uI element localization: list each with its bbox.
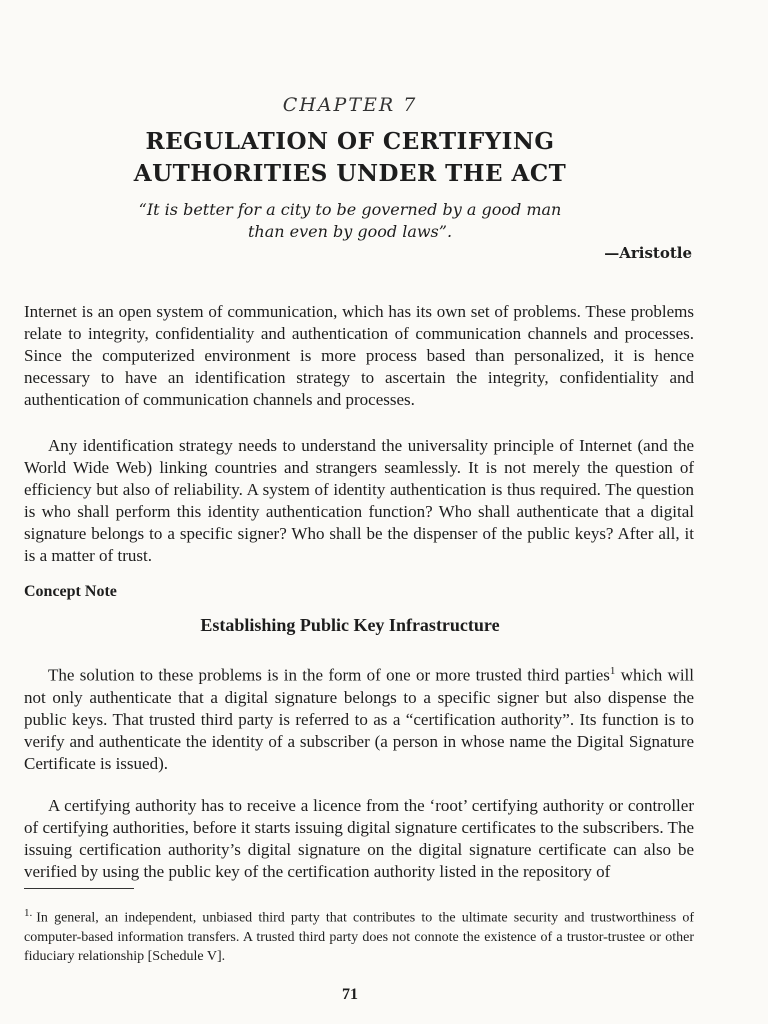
epigraph-line-1: “It is better for a city to be governed by a good man xyxy=(138,200,562,219)
paragraph-internet-problems: Internet is an open system of communication, which has its own set of problems. These problems relate to integrity, confidentiality and authentication of communication channels and processes. Since the computerized environment is more process based than personalized, it is hence necessary to have an identification strategy to ascertain the integrity, confidentiality and authentication of communication channels and processes. xyxy=(24,302,694,409)
paragraph-identification-strategy: Any identification strategy needs to understand the universality principle of Internet (and the World Wide Web) linking countries and strangers seamlessly. It is not merely the question of efficiency but also of reliability. A system of identity authentication is thus required. The question is who shall perform this identity authentication function? Who shall authenticate that a digital signature belongs to a specific signer? Who shall be the dispenser of the public keys? After all, it is a matter of trust. xyxy=(24,436,694,565)
section-heading: Establishing Public Key Infrastructure xyxy=(200,615,500,635)
epigraph-attribution: —Aristotle xyxy=(604,244,692,262)
chapter-title-line-1: REGULATION OF CERTIFYING xyxy=(145,128,555,155)
footnote-text: In general, an independent, unbiased third party that contributes to the ultimate security and trustworthiness of computer-based information transfers. A trusted third party does not connote the existence of a trustor-trustee or other fiduciary relationship [Schedule V]. xyxy=(24,910,694,964)
chapter-label: CHAPTER 7 xyxy=(282,94,418,116)
footnote xyxy=(24,904,694,966)
paragraph-trusted-third-parties xyxy=(24,660,694,775)
paragraph-certifying-authority: A certifying authority has to receive a licence from the ‘root’ certifying authority or controller of certifying authorities, before it starts issuing digital signature certificates to the subscribers. The issuing certification authority’s digital signature on the digital signature certificate can also be verified by using the public key of the certification authority listed in the repository of xyxy=(24,796,694,881)
footnote-reference: 1 xyxy=(609,665,616,677)
paragraph-p3-rest: which will not only authenticate that a digital signature belongs to a specific signer but also dispense the public keys. That trusted third party is referred to as a “certification authority”. Its function is to verify and authenticate the identity of a subscriber (a person in whose name the Digital Signature Certificate is issued). xyxy=(24,665,695,773)
concept-note-label: Concept Note xyxy=(24,583,117,600)
chapter-title xyxy=(0,126,700,190)
footnote-marker: 1. xyxy=(24,907,33,919)
chapter-title-line-2: AUTHORITIES UNDER THE ACT xyxy=(133,160,567,187)
paragraph-p3-start: The solution to these problems is in the form of one or more trusted third parties xyxy=(48,665,610,685)
epigraph-line-2: than even by good laws”. xyxy=(247,222,453,241)
footnote-divider xyxy=(24,888,134,889)
epigraph-quote xyxy=(0,199,700,243)
page-number: 71 xyxy=(342,986,358,1003)
